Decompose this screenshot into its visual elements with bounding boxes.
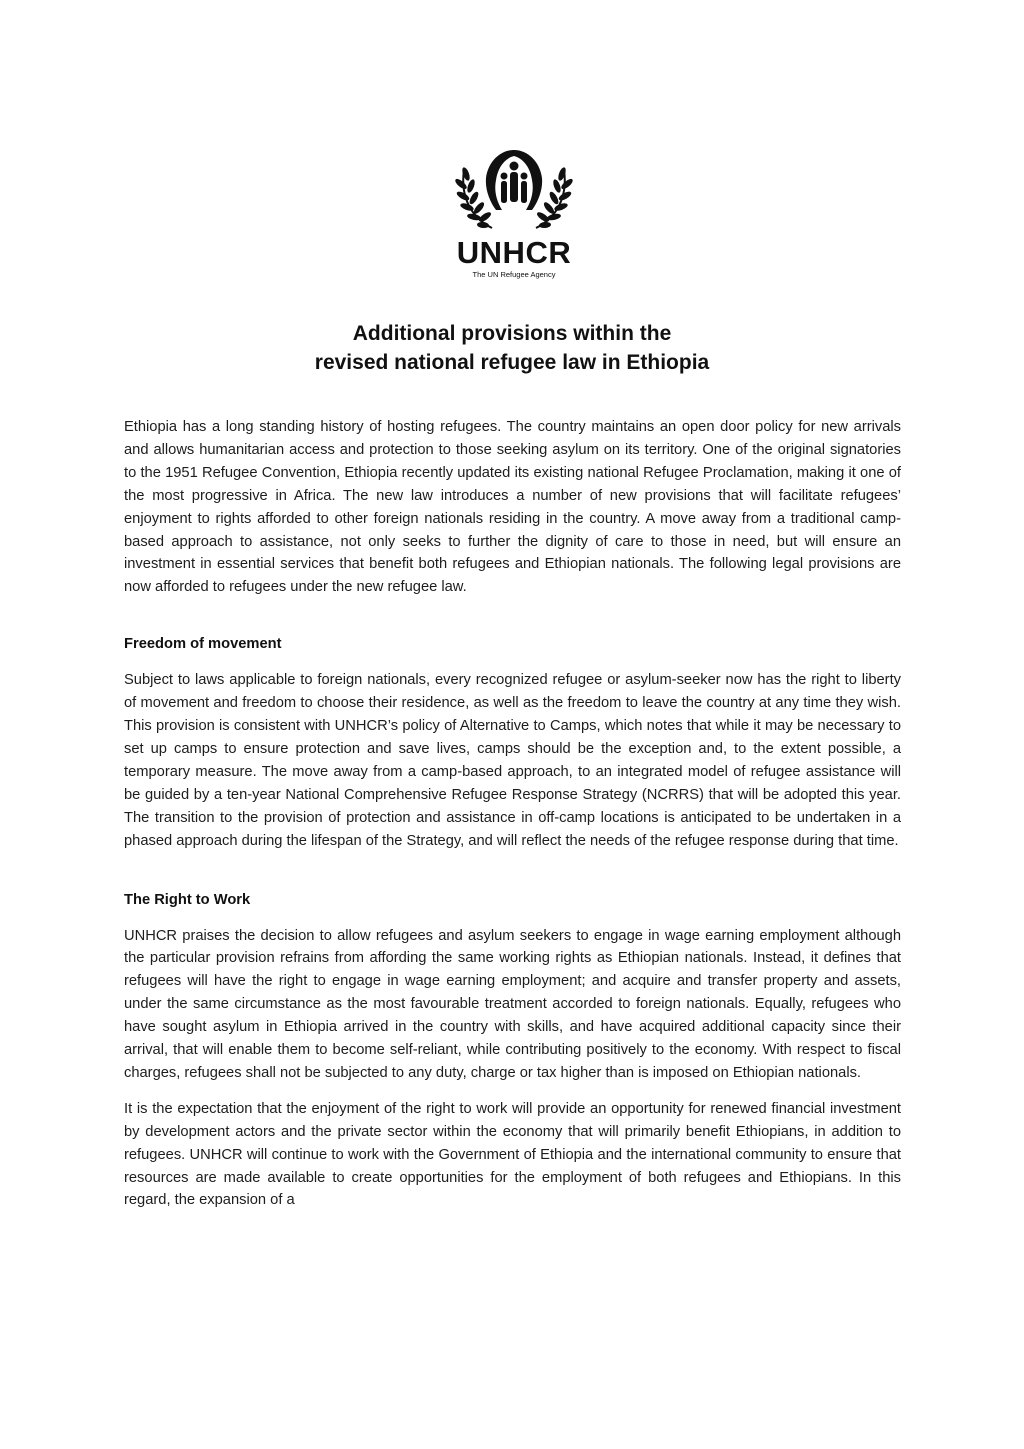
document-title	[200, 319, 824, 377]
logo-tagline: The UN Refugee Agency	[472, 270, 556, 279]
unhcr-logo	[452, 144, 576, 282]
title-line-1: Additional provisions within the	[352, 322, 672, 345]
title-line-2: revised national refugee law in Ethiopia	[314, 351, 710, 374]
body-paragraph: Subject to laws applicable to foreign nationals, every recognized refugee or asylum-seeker now has the right to liberty of movement and freedom to choose their residence, as well as the freedom to leave the country at any time they wish. This provision is consistent with UNHCR’s policy of Alternative to Camps, which notes that while it may be necessary to set up camps to ensure protection and save lives, camps should be the exception and, to the extent possible, a temporary measure. The move away from a camp-based approach, to an integrated model of refugee assistance will be guided by a ten-year National Comprehensive Refugee Response Strategy (NCRRS) that will be adopted this year. The transition to the provision of protection and assistance in off-camp locations is anticipated to be undertaken in a phased approach during the lifespan of the Strategy, and will reflect the needs of the refugee response during that time.	[124, 672, 901, 849]
unhcr-emblem-icon	[452, 144, 576, 238]
body-paragraph: UNHCR praises the decision to allow refugees and asylum seekers to engage in wage earning employment although the particular provision refrains from affording the same working rights as Ethiopian nationals. Instead, it defines that refugees will have the right to engage in wage earning employment; and acquire and transfer property and assets, under the same circumstance as the most favourable treatment accorded to foreign nationals. Equally, refugees who have sought asylum in Ethiopia arrived in the country with skills, and have acquired additional capacity since their arrival, that will enable them to become self-reliant, while contributing positively to the economy. With respect to fiscal charges, refugees shall not be subjected to any duty, charge or tax higher than is imposed on Ethiopian nationals.	[124, 927, 901, 1081]
section-heading-right-to-work: The Right to Work	[124, 891, 251, 908]
section-heading-freedom-of-movement: Freedom of movement	[124, 636, 282, 653]
body-paragraph: It is the expectation that the enjoyment of the right to work will provide an opportunity for renewed financial investment by development actors and the private sector within the economy that will primarily benefit Ethiopians, in addition to refugees. UNHCR will continue to work with the Government of Ethiopia and the international community to ensure that resources are made available to create opportunities for the employment of both refugees and Ethiopians. In this regard, the expansion of a	[124, 1100, 901, 1209]
logo-wordmark: UNHCR	[456, 235, 572, 270]
intro-paragraph: Ethiopia has a long standing history of hosting refugees. The country maintains an open door policy for new arrivals and allows humanitarian access and protection to those seeking asylum on its territory. One of the original signatories to the 1951 Refugee Convention, Ethiopia recently updated its existing national Refugee Proclamation, making it one of the most progressive in Africa. The new law introduces a number of new provisions that will facilitate refugees’ enjoyment to rights afforded to other foreign nationals residing in the country. A move away from a traditional camp-based approach to assistance, not only seeks to further the dignity of care to those in need, but will ensure an investment in essential services that benefit both refugees and Ethiopian nationals. The following legal provisions are now afforded to refugees under the new refugee law.	[124, 419, 901, 596]
document-body	[124, 416, 901, 1212]
